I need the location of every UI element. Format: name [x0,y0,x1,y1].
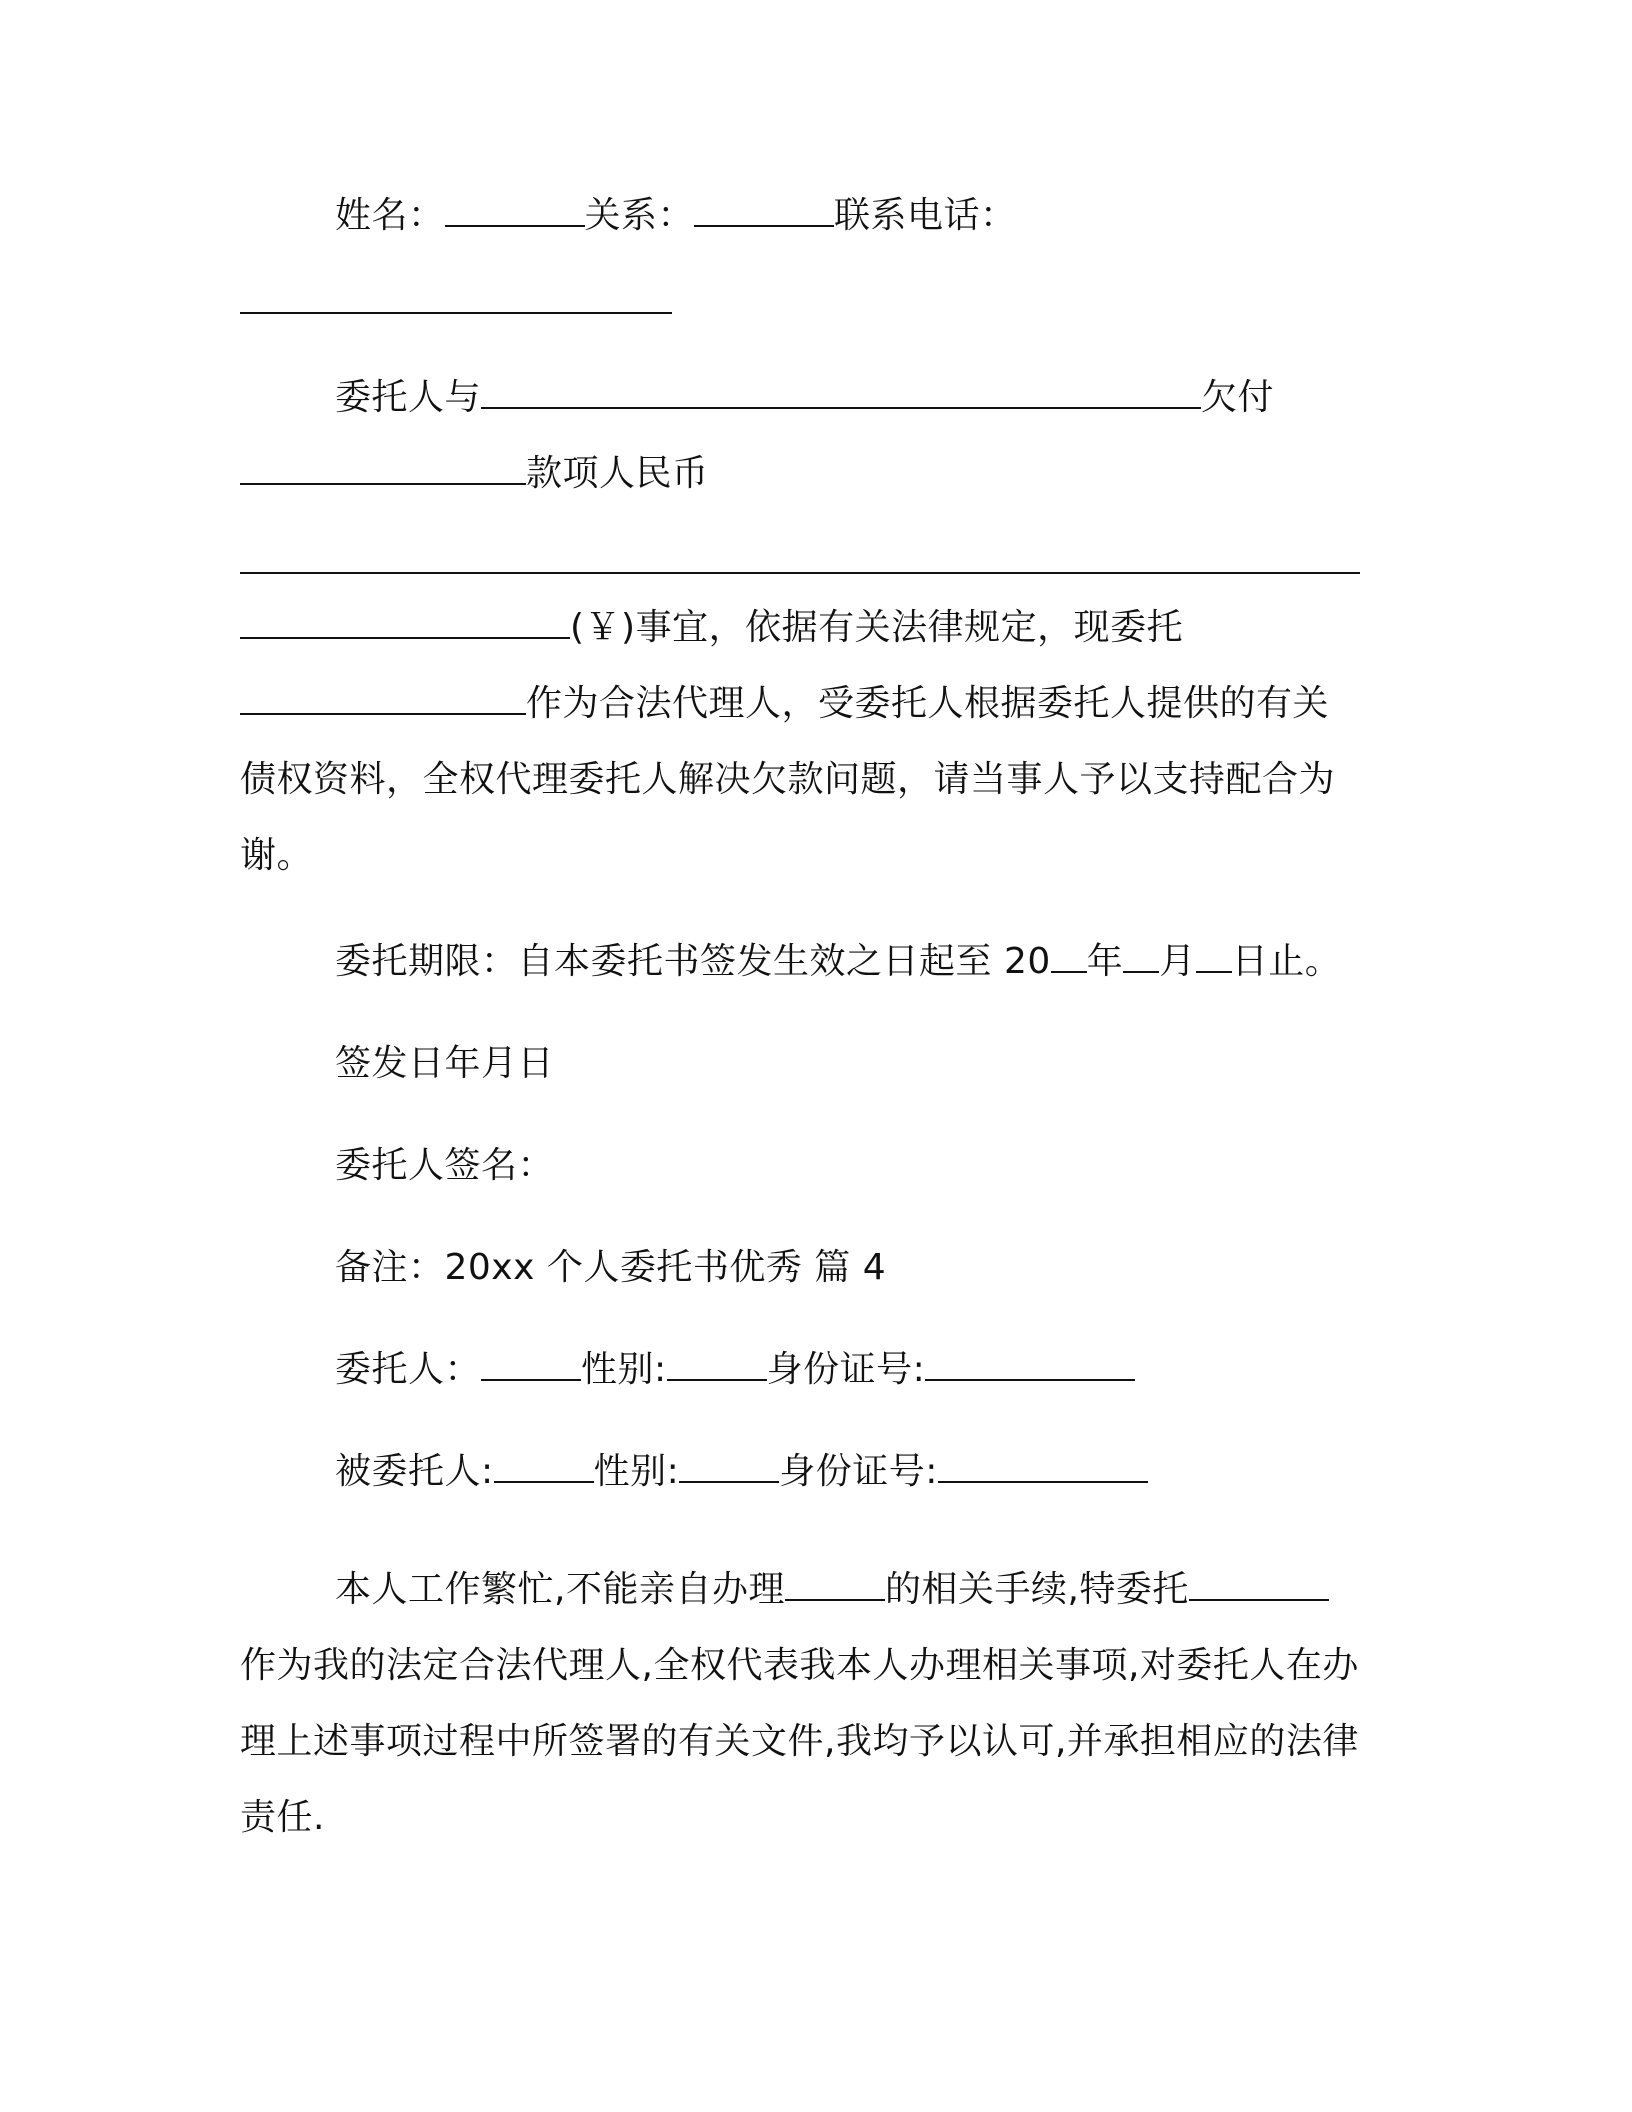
agent-gender-label: 性别: [593,1451,680,1492]
day-blank [1196,939,1232,973]
term-prefix: 委托期限：自本委托书签发生效之日起至 20 [335,941,1051,982]
body-line-1a: 本人工作繁忙,不能亲自办理 [335,1569,785,1610]
creditor-blank [481,375,1201,409]
body-line-3: 理上述事项过程中所签署的有关文件,我均予以认可,并承担相应的法律 [240,1721,1359,1762]
agent-id-label: 身份证号: [779,1451,938,1492]
principal-gender-label: 性别: [581,1349,667,1390]
issue-date: 签发日年月日 [335,1043,555,1084]
agent-id-blank [938,1449,1148,1483]
debtor-blank [240,451,526,485]
matter-blank [785,1567,885,1601]
year-blank [1051,939,1087,973]
amount-text: 款项人民币 [526,453,709,494]
body-line-1b: 的相关手续,特委托 [884,1569,1189,1610]
body-line-2: 作为我的法定合法代理人,全权代表我本人办理相关事项,对委托人在办 [240,1645,1359,1686]
yen-blank [240,605,570,639]
agent-name-blank [494,1449,594,1483]
agent-label: 被委托人: [335,1451,494,1492]
debt-line-1 [335,374,1274,422]
note-heading: 备注：20xx 个人委托书优秀 篇 4 [335,1247,887,1288]
principal-label: 委托人： [335,1349,482,1390]
contact-line [335,192,1017,240]
yen-text: (￥)事宜，依据有关法律规定，现委托 [570,607,1184,648]
year-text: 年 [1086,941,1124,982]
agent-blank [240,681,526,715]
principal-row [335,1346,1135,1394]
relation-blank [694,193,834,227]
term-line [335,938,1341,986]
day-text: 日止。 [1231,941,1342,982]
name-label: 姓名： [335,195,445,236]
delegate-blank [1189,1567,1329,1601]
name-blank [445,193,585,227]
phone-label: 联系电话： [834,195,1017,236]
agent-text: 作为合法代理人，受委托人根据委托人提供的有关 [526,683,1330,724]
principal-id-label: 身份证号: [766,1349,926,1390]
debt-line-3 [240,604,1183,652]
principal-name-blank [481,1347,581,1381]
debt-line-6: 谢。 [240,835,314,876]
owe-text: 欠付 [1201,377,1275,418]
debt-line-5: 债权资料，全权代理委托人解决欠款问题，请当事人予以支持配合为 [240,759,1336,800]
phone-blank [240,312,672,314]
month-text: 月 [1159,941,1196,982]
body-line-4: 责任. [240,1797,325,1838]
debt-line-4 [240,680,1329,728]
debt-lead-text: 委托人与 [335,377,482,418]
agent-gender-blank [679,1449,779,1483]
relation-label: 关系： [584,195,695,236]
principal-id-blank [925,1347,1135,1381]
principal-signature: 委托人签名： [335,1145,555,1186]
debt-line-2 [240,450,709,498]
principal-gender-blank [667,1347,767,1381]
month-blank [1123,939,1159,973]
agent-row [335,1448,1148,1496]
amount-blank [240,572,1360,574]
body-line-1 [335,1566,1329,1614]
